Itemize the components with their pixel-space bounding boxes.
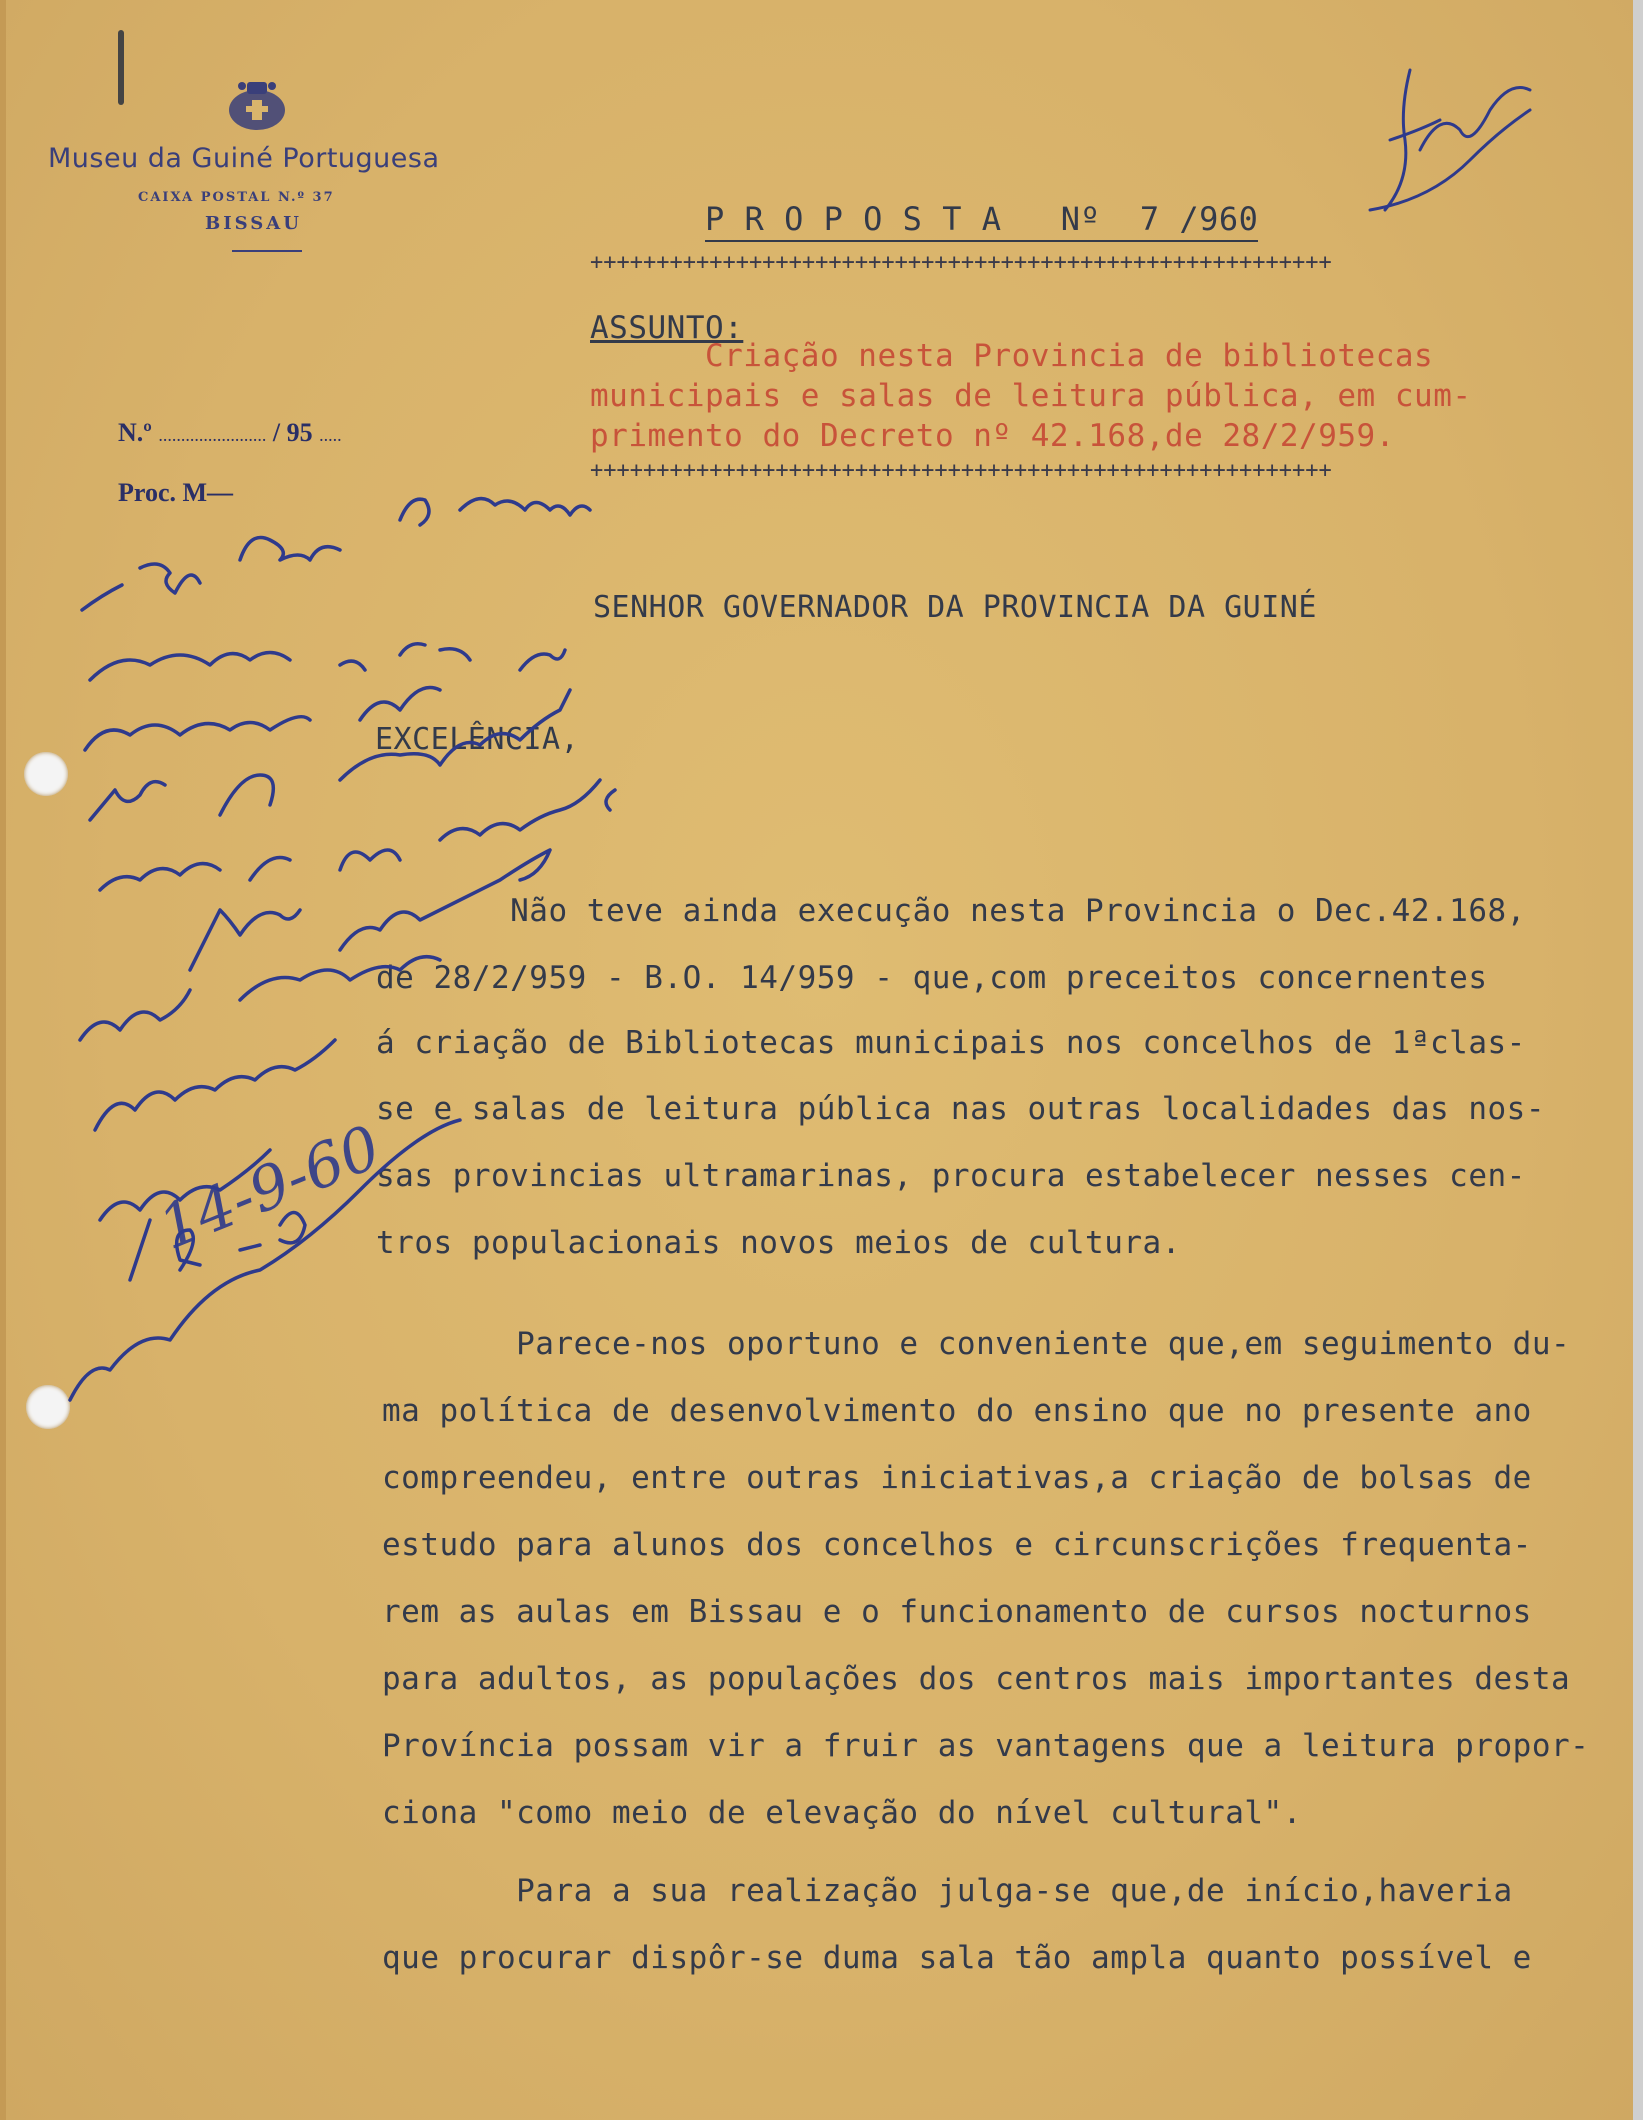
- body-line: á criação de Bibliotecas municipais nos concelhos de 1ªclas-: [376, 1025, 1526, 1061]
- body-line: estudo para alunos dos concelhos e circunscrições frequenta-: [382, 1527, 1532, 1563]
- page-edge-right: [1633, 0, 1643, 2120]
- body-line: que procurar dispôr-se duma sala tão ampla quanto possível e: [382, 1940, 1532, 1976]
- process-label: Proc. M—: [118, 478, 234, 507]
- po-box: CAIXA POSTAL N.º 37: [138, 190, 335, 205]
- body-line: sas provincias ultramarinas, procura estabelecer nesses cen-: [376, 1158, 1526, 1194]
- body-line: ciona "como meio de elevação do nível cultural".: [382, 1795, 1302, 1831]
- institution-name: Museu da Guiné Portuguesa: [48, 143, 440, 174]
- body-line: Não teve ainda execução nesta Provincia o Dec.42.168,: [376, 893, 1526, 929]
- signature: [1350, 60, 1550, 240]
- pencil-mark: [118, 30, 124, 105]
- body-line: de 28/2/959 - B.O. 14/959 - que,com preceitos concernentes: [376, 960, 1488, 996]
- number-year: / 95: [272, 418, 313, 447]
- body-line: compreendeu, entre outras iniciativas,a criação de bolsas de: [382, 1460, 1532, 1496]
- proposal-title: P R O P O S T A Nº 7 /960: [705, 200, 1258, 242]
- page-edge-left: [0, 0, 6, 2120]
- body-line: para adultos, as populações dos centros mais importantes desta: [382, 1661, 1571, 1697]
- subject-label: ASSUNTO:: [590, 310, 744, 346]
- subject-line: primento do Decreto nº 42.168,de 28/2/959.: [590, 418, 1395, 454]
- divider-top: ++++++++++++++++++++++++++++++++++++++++++++++++++++++++: [590, 250, 1332, 275]
- reference-number-field: [118, 418, 342, 448]
- subject-line: municipais e salas de leitura pública, em cum-: [590, 378, 1472, 414]
- coat-of-arms-emblem: [222, 78, 292, 134]
- number-dots: ........................: [158, 425, 267, 445]
- number-label: N.º: [118, 418, 152, 447]
- city: BISSAU: [205, 213, 302, 234]
- body-line: tros populacionais novos meios de cultura.: [376, 1225, 1181, 1261]
- letterhead-rule: [232, 250, 302, 252]
- divider-bottom: ++++++++++++++++++++++++++++++++++++++++++++++++++++++++: [590, 458, 1332, 483]
- body-line: ma política de desenvolvimento do ensino que no presente ano: [382, 1393, 1532, 1429]
- number-tail: .....: [319, 425, 342, 445]
- body-line: Parece-nos oportuno e conveniente que,em seguimento du-: [382, 1326, 1571, 1362]
- salutation: SENHOR GOVERNADOR DA PROVINCIA DA GUINÉ: [593, 590, 1317, 625]
- annotation-date: 14-9-60: [149, 1112, 391, 1264]
- greeting: EXCELÊNCIA,: [375, 722, 580, 757]
- body-line: Província possam vir a fruir as vantagens que a leitura propor-: [382, 1728, 1590, 1764]
- body-line: rem as aulas em Bissau e o funcionamento de cursos nocturnos: [382, 1594, 1532, 1630]
- body-line: se e salas de leitura pública nas outras localidades das nos-: [376, 1091, 1545, 1127]
- subject-line: Criação nesta Provincia de bibliotecas: [590, 338, 1434, 374]
- handwritten-annotation: [40, 480, 940, 1420]
- body-line: Para a sua realização julga-se que,de início,haveria: [382, 1873, 1513, 1909]
